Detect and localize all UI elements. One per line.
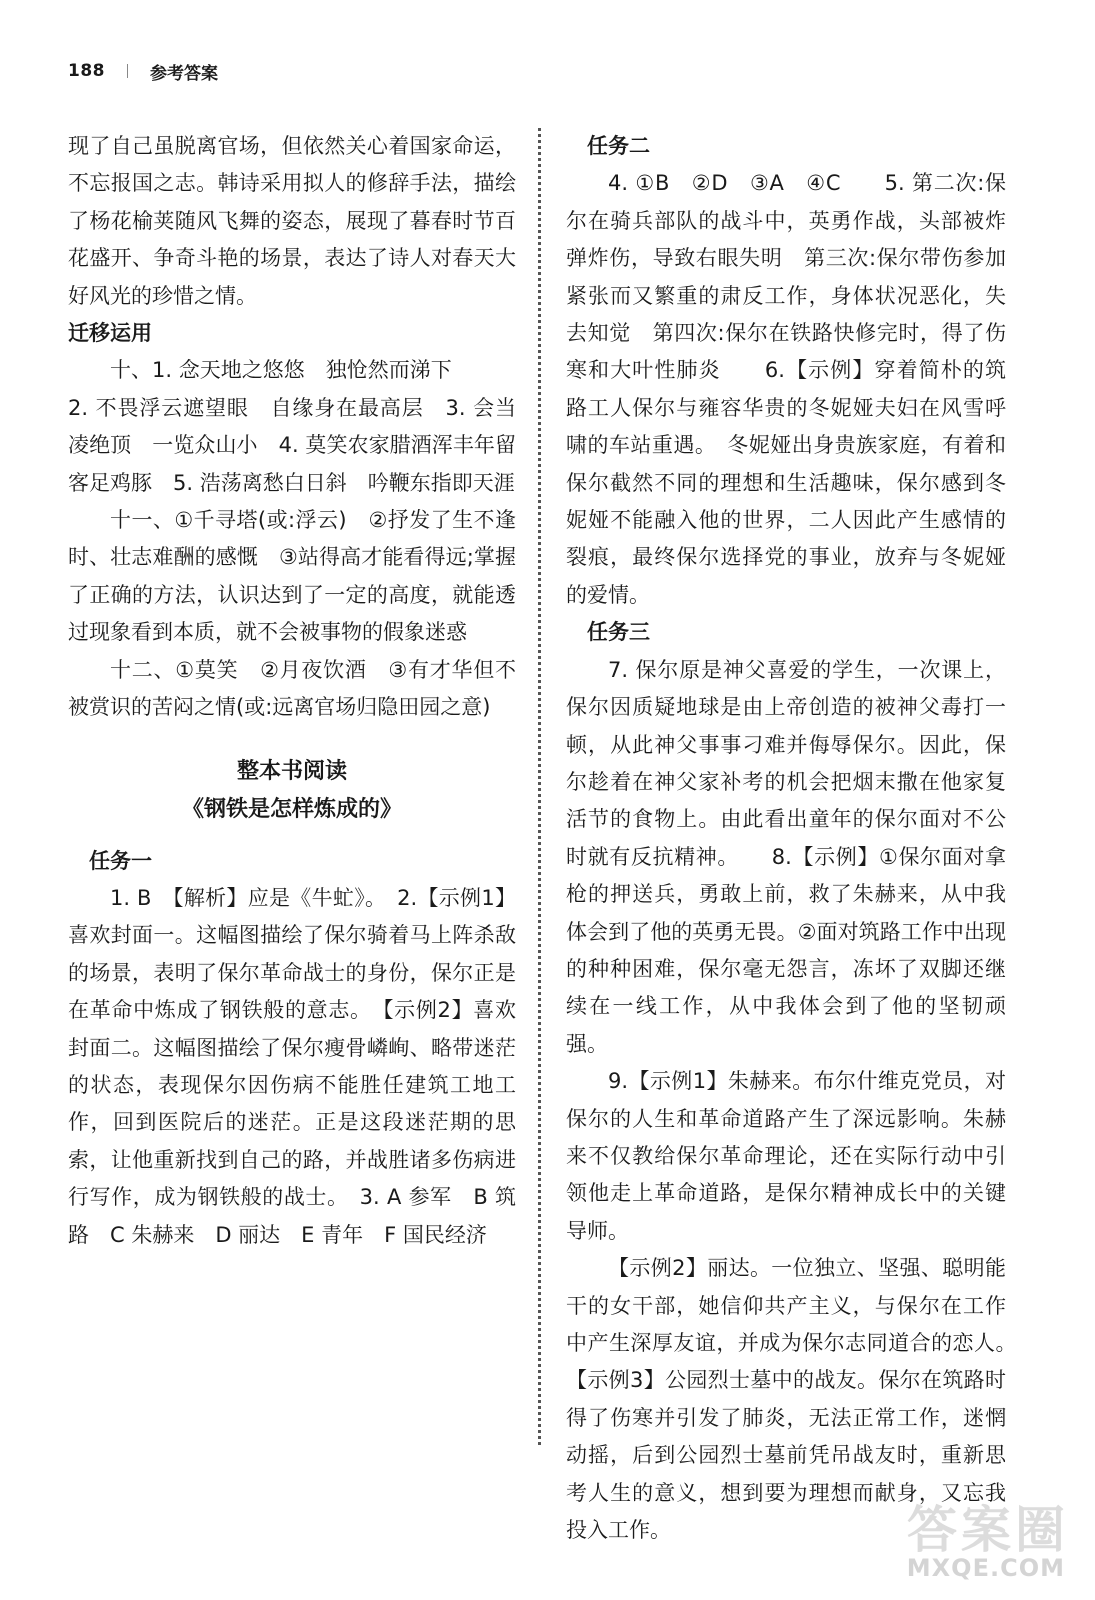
page-header [68, 56, 218, 86]
header-separator [127, 64, 128, 78]
answer-10-rest: 2. 不畏浮云遮望眼 自缘身在最高层 3. 会当凌绝顶 一览众山小 4. 莫笑农家腊酒浑丰年留客足鸡豚 5. 浩荡离愁白日斜 吟鞭东指即天涯 [68, 395, 516, 495]
book-title: 《钢铁是怎样炼成的》 [181, 796, 402, 822]
task1-heading: 任务一 [89, 848, 152, 873]
task3-heading: 任务三 [587, 620, 650, 645]
task2-answers: 4. ①B ②D ③A ④C 5. 第二次:保尔在骑兵部队的战斗中，英勇作战，头部被炸弹炸伤，导致右眼失明 第三次:保尔带伤参加紧张而又繁重的肃反工作，身体状况恶化，失去知觉 第四次:保尔在铁路快修完时，得了伤寒和大叶性肺炎 6.【示例】穿着简朴的筑路工人保尔与雍容华贵的冬妮娅夫妇在风雪呼啸的车站重遇。 冬妮娅出身贵族家庭，有着和保尔截然不同的理想和生活趣味，保尔感到冬妮娅不能融入他的世界，二人因此产生感情的裂痕，最终保尔选择党的事业，放弃与冬妮娅的爱情。 [566, 171, 1006, 607]
answer-11: 十一、①千寻塔(或:浮云) ②抒发了生不逢时、壮志难酬的感慨 ③站得高才能看得远;掌握了正确的方法，认识达到了一定的高度，就能透过现象看到本质，就不会被事物的假象迷惑 [68, 508, 516, 645]
left-column [68, 128, 516, 1254]
intro-paragraph: 现了自己虽脱离官场，但依然关心着国家命运，不忘报国之志。韩诗采用拟人的修辞手法，描绘了杨花榆荚随风飞舞的姿态，展现了暮春时节百花盛开、争奇斗艳的场景，表达了诗人对春天大好风光的珍惜之情。 [68, 134, 516, 308]
reading-section-title: 整本书阅读 [236, 758, 347, 784]
watermark-logo: 答案圈 [907, 1500, 1069, 1559]
task2-heading: 任务二 [587, 134, 650, 158]
task1-answers: 1. B 【解析】应是《牛虻》。 2.【示例1】喜欢封面一。这幅图描绘了保尔骑着马上阵杀敌的场景，表明了保尔革命战士的身份，保尔正是在革命中炼成了钢铁般的意志。 【示例2】喜欢封面二。这幅图描绘了保尔瘦骨嶙峋、略带迷茫的状态，表现保尔因伤病不能胜任建筑工地工作，回到医院后的迷茫。正是这段迷茫期的思索，让他重新找到自己的路，并战胜诸多伤病进行写作，成为钢铁般的战士。 3. A 参军 B 筑路 C 朱赫来 D 丽达 E 青年 F 国民经济 [68, 885, 516, 1247]
watermark-url: MXQE.COM [906, 1554, 1065, 1582]
page-number: 188 [68, 61, 105, 81]
header-title: 参考答案 [150, 63, 218, 84]
answer-12: 十二、①莫笑 ②月夜饮酒 ③有才华但不被赏识的苦闷之情(或:远离官场归隐田园之意) [68, 657, 516, 720]
task9-example1: 9.【示例1】朱赫来。布尔什维克党员，对保尔的人生和革命道路产生了深远影响。朱赫来不仅教给保尔革命理论，还在实际行动中引领他走上革命道路，是保尔精神成长中的关键导师。 [566, 1069, 1006, 1243]
section-heading-transfer: 迁移运用 [68, 321, 152, 346]
column-divider [538, 128, 541, 1446]
watermark [869, 1490, 1069, 1582]
answer-10-line1: 十、1. 念天地之悠悠 独怆然而涕下 [110, 358, 452, 383]
task3-answers: 7. 保尔原是神父喜爱的学生，一次课上，保尔因质疑地球是由上帝创造的被神父毒打一顿，从此神父事事刁难并侮辱保尔。因此，保尔趁着在神父家补考的机会把烟末撒在他家复活节的食物上。由此看出童年的保尔面对不公时就有反抗精神。 8.【示例】①保尔面对拿枪的押送兵，勇敢上前，救了朱赫来，从中我体会到了他的英勇无畏。②面对筑路工作中出现的种种困难，保尔毫无怨言，冻坏了双脚还继续在一线工作，从中我体会到了他的坚韧顽强。 [566, 657, 1006, 1056]
task9-example2-3: 【示例2】丽达。一位独立、坚强、聪明能干的女干部，她信仰共产主义，与保尔在工作中产生深厚友谊，并成为保尔志同道合的恋人。 【示例3】公园烈士墓中的战友。保尔在筑路时得了伤寒并引发了肺炎，无法正常工作，迷惘动摇，后到公园烈士墓前凭吊战友时，重新思考人生的意义，想到要为理想而献身，又忘我投入工作。 [566, 1256, 1027, 1543]
right-column [566, 128, 1027, 1549]
